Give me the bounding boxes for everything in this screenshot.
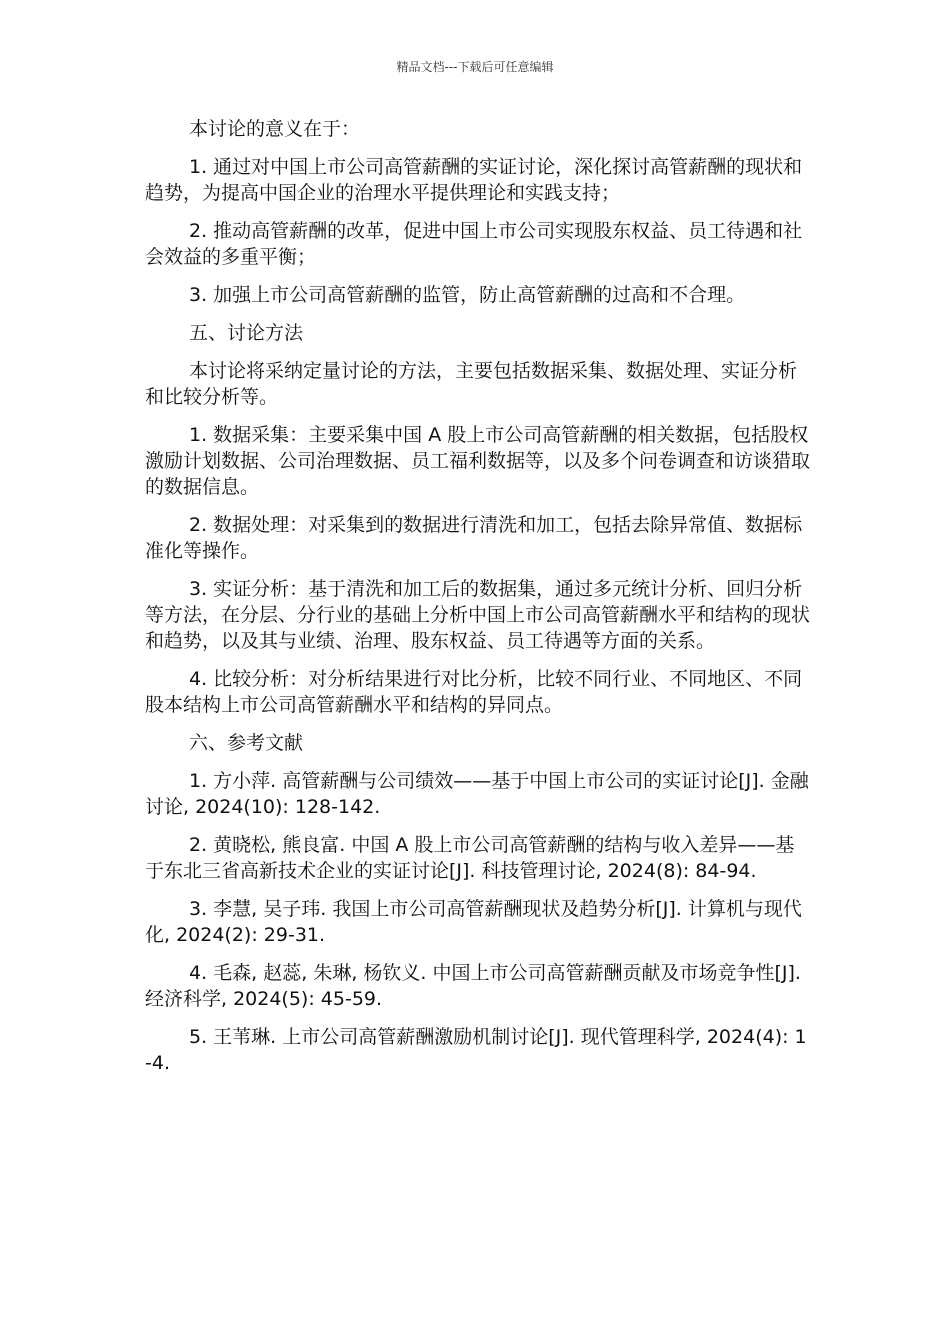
reference-item-5: 5. 王苇琳. 上市公司高管薪酬激励机制讨论[J]. 现代管理科学, 2024(4): 1-4.: [145, 1026, 807, 1074]
section-heading-references: 六、参考文献: [189, 732, 304, 754]
method-item-empirical-analysis: 3. 实证分析：基于清洗和加工后的数据集，通过多元统计分析、回归分析等方法，在分层、分行业的基础上分析中国上市公司高管薪酬水平和结构的现状和趋势，以及其与业绩、治理、股东权益、员工待遇等方面的关系。: [145, 578, 811, 652]
significance-item-1: 1. 通过对中国上市公司高管薪酬的实证讨论，深化探讨高管薪酬的现状和趋势，为提高中国企业的治理水平提供理论和实践支持；: [145, 156, 803, 204]
significance-intro: 本讨论的意义在于：: [189, 118, 361, 140]
reference-item-2: 2. 黄晓松, 熊良富. 中国 A 股上市公司高管薪酬的结构与收入差异——基于东北三省高新技术企业的实证讨论[J]. 科技管理讨论, 2024(8): 84-94.: [145, 834, 795, 882]
page-header: 精品文档---下载后可任意编辑: [396, 60, 554, 74]
document-body: [145, 116, 810, 1088]
section-heading-methods: 五、讨论方法: [189, 322, 304, 344]
reference-item-4: 4. 毛森, 赵蕊, 朱琳, 杨钦义. 中国上市公司高管薪酬贡献及市场竞争性[J]. 经济科学, 2024(5): 45-59.: [145, 962, 801, 1010]
method-item-data-collection: 1. 数据采集：主要采集中国 A 股上市公司高管薪酬的相关数据，包括股权激励计划数据、公司治理数据、员工福利数据等，以及多个问卷调查和访谈猎取的数据信息。: [145, 424, 811, 498]
significance-item-3: 3. 加强上市公司高管薪酬的监管，防止高管薪酬的过高和不合理。: [189, 284, 746, 306]
methods-intro: 本讨论将采纳定量讨论的方法，主要包括数据采集、数据处理、实证分析和比较分析等。: [145, 360, 798, 408]
method-item-comparative-analysis: 4. 比较分析：对分析结果进行对比分析，比较不同行业、不同地区、不同股本结构上市公司高管薪酬水平和结构的异同点。: [145, 668, 803, 716]
significance-item-2: 2. 推动高管薪酬的改革，促进中国上市公司实现股东权益、员工待遇和社会效益的多重平衡；: [145, 220, 803, 268]
reference-item-3: 3. 李慧, 吴子玮. 我国上市公司高管薪酬现状及趋势分析[J]. 计算机与现代化, 2024(2): 29-31.: [145, 898, 802, 946]
reference-item-1: 1. 方小萍. 高管薪酬与公司绩效——基于中国上市公司的实证讨论[J]. 金融讨论, 2024(10): 128-142.: [145, 770, 809, 818]
method-item-data-processing: 2. 数据处理：对采集到的数据进行清洗和加工，包括去除异常值、数据标准化等操作。: [145, 514, 803, 562]
